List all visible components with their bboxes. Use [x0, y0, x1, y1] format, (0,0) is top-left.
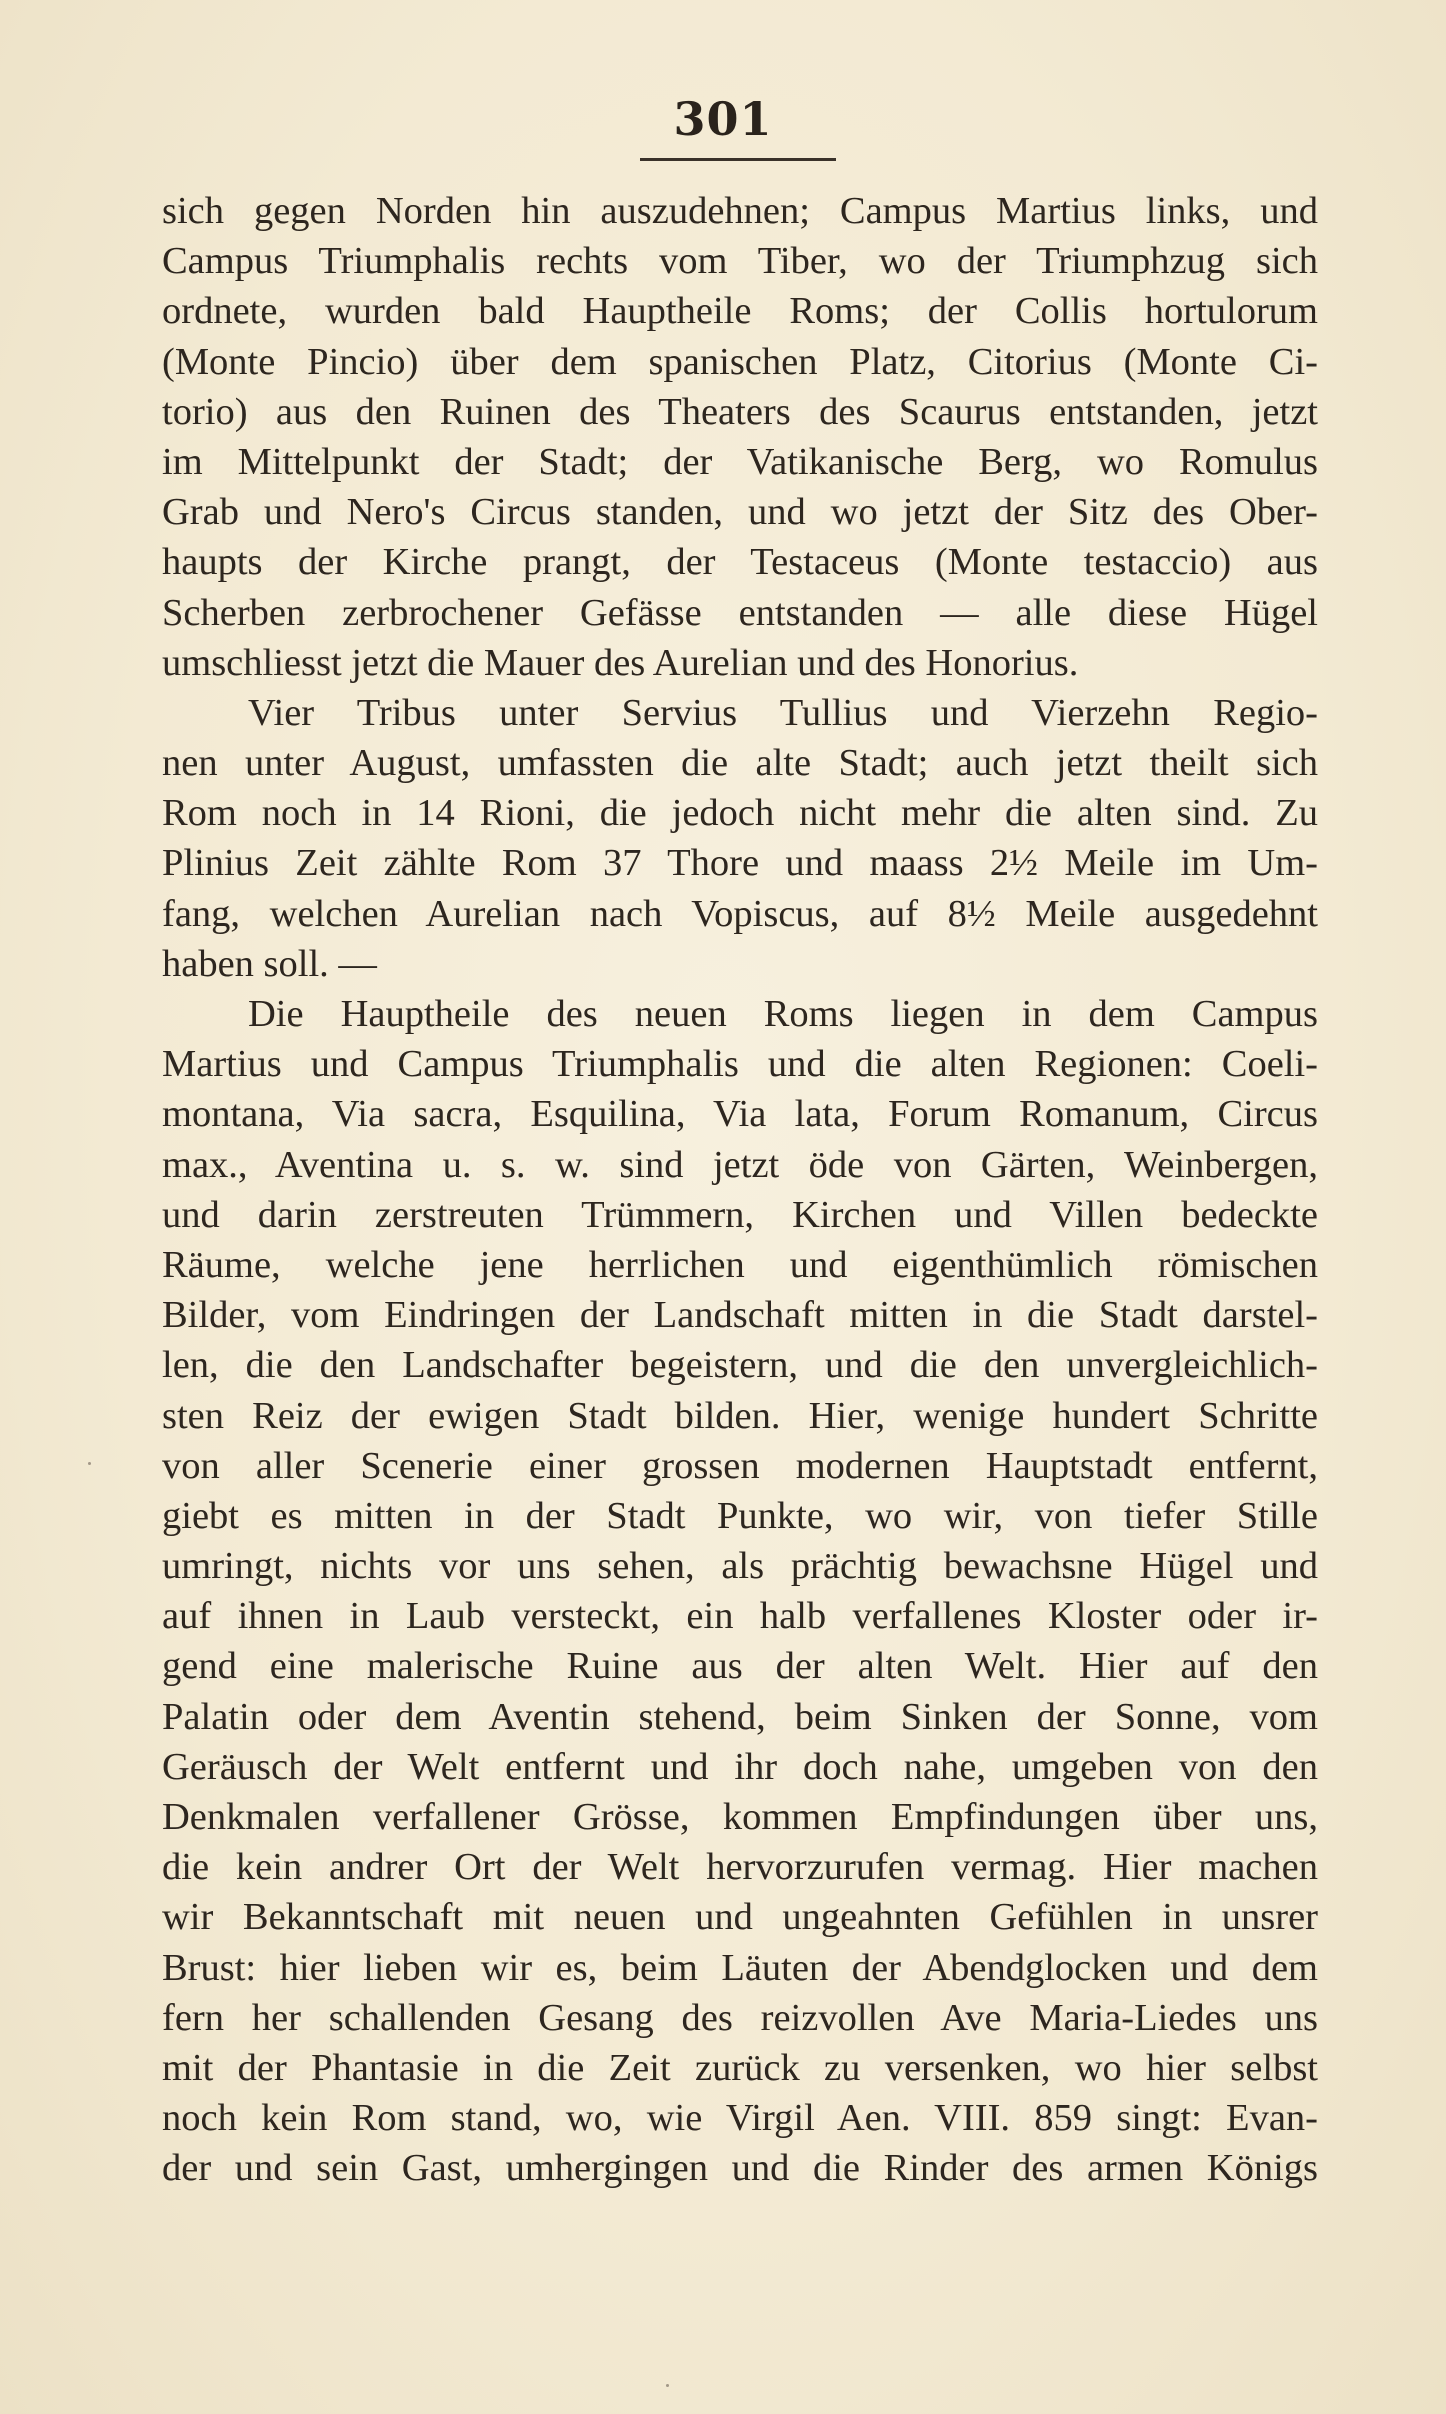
- text-line: Rom noch in 14 Rioni, die jedoch nicht mehr die alten sind. Zu: [162, 792, 1318, 835]
- text-line: mit der Phantasie in die Zeit zurück zu versenken, wo hier selbst: [162, 2046, 1318, 2089]
- text-line: Grab und Nero's Circus standen, und wo jetzt der Sitz des Ober-: [162, 491, 1318, 534]
- text-line: Palatin oder dem Aventin stehend, beim Sinken der Sonne, vom: [162, 1695, 1318, 1738]
- text-line: max., Aventina u. s. w. sind jetzt öde von Gärten, Weinbergen,: [162, 1143, 1318, 1186]
- text-line: der und sein Gast, umhergingen und die Rinder des armen Königs: [162, 2147, 1318, 2190]
- text-line: Martius und Campus Triumphalis und die alten Regionen: Coeli-: [162, 1043, 1318, 1086]
- text-line: von aller Scenerie einer grossen modernen Hauptstadt entfernt,: [162, 1444, 1318, 1487]
- text-line: fern her schallenden Gesang des reizvollen Ave Maria-Liedes uns: [162, 1996, 1318, 2039]
- text-line: haupts der Kirche prangt, der Testaceus (Monte testaccio) aus: [162, 541, 1318, 584]
- paper-speck: [666, 2384, 669, 2387]
- text-line: Brust: hier lieben wir es, beim Läuten der Abendglocken und dem: [162, 1946, 1318, 1989]
- header-rule: [640, 158, 836, 161]
- page-number: 301: [673, 92, 773, 146]
- text-line: torio) aus den Ruinen des Theaters des Scaurus entstanden, jetzt: [162, 390, 1318, 433]
- text-line: Scherben zerbrochener Gefässe entstanden — alle diese Hügel: [162, 591, 1318, 634]
- text-line: noch kein Rom stand, wo, wie Virgil Aen. VIII. 859 singt: Evan-: [162, 2097, 1318, 2140]
- text-line: Denkmalen verfallener Grösse, kommen Empfindungen über uns,: [162, 1796, 1318, 1838]
- paper-speck: [88, 1462, 91, 1465]
- text-line: nen unter August, umfassten die alte Stadt; auch jetzt theilt sich: [162, 742, 1318, 785]
- text-line: im Mittelpunkt der Stadt; der Vatikanische Berg, wo Romulus: [162, 440, 1318, 483]
- text-line: auf ihnen in Laub versteckt, ein halb verfallenes Kloster oder ir-: [162, 1595, 1318, 1638]
- text-line: fang, welchen Aurelian nach Vopiscus, auf 8½ Meile ausgedehnt: [162, 892, 1318, 935]
- text-line: gend eine malerische Ruine aus der alten Welt. Hier auf den: [162, 1645, 1318, 1688]
- text-line: wir Bekanntschaft mit neuen und ungeahnten Gefühlen in unsrer: [162, 1896, 1318, 1939]
- paragraph-start-line: Vier Tribus unter Servius Tullius und Vierzehn Regio-: [248, 691, 1318, 734]
- text-line: ordnete, wurden bald Hauptheile Roms; der Collis hortulorum: [162, 290, 1318, 333]
- text-line: haben soll. —: [162, 942, 377, 985]
- text-line: giebt es mitten in der Stadt Punkte, wo wir, von tiefer Stille: [162, 1494, 1318, 1537]
- text-line: Räume, welche jene herrlichen und eigenthümlich römischen: [162, 1243, 1318, 1286]
- text-line: und darin zerstreuten Trümmern, Kirchen und Villen bedeckte: [162, 1193, 1318, 1236]
- text-line: sten Reiz der ewigen Stadt bilden. Hier, wenige hundert Schritte: [162, 1394, 1318, 1437]
- text-line: Bilder, vom Eindringen der Landschaft mitten in die Stadt darstel-: [162, 1294, 1318, 1337]
- text-line: die kein andrer Ort der Welt hervorzurufen vermag. Hier machen: [162, 1846, 1318, 1889]
- text-line: Campus Triumphalis rechts vom Tiber, wo der Triumphzug sich: [162, 240, 1318, 283]
- text-line: (Monte Pincio) über dem spanischen Platz, Citorius (Monte Ci-: [162, 340, 1318, 383]
- text-line: len, die den Landschafter begeistern, und die den unvergleichlich-: [162, 1344, 1318, 1387]
- text-line: sich gegen Norden hin auszudehnen; Campus Martius links, und: [162, 190, 1318, 232]
- text-line: Geräusch der Welt entfernt und ihr doch nahe, umgeben von den: [162, 1745, 1318, 1788]
- text-line: montana, Via sacra, Esquilina, Via lata, Forum Romanum, Circus: [162, 1093, 1318, 1136]
- text-line: umringt, nichts vor uns sehen, als prächtig bewachsne Hügel und: [162, 1545, 1318, 1588]
- paragraph-start-line: Die Hauptheile des neuen Roms liegen in dem Campus: [248, 993, 1318, 1035]
- text-line: Plinius Zeit zählte Rom 37 Thore und maass 2½ Meile im Um-: [162, 842, 1318, 885]
- text-line: umschliesst jetzt die Mauer des Aurelian und des Honorius.: [162, 641, 1079, 684]
- body-text: [162, 186, 1318, 2194]
